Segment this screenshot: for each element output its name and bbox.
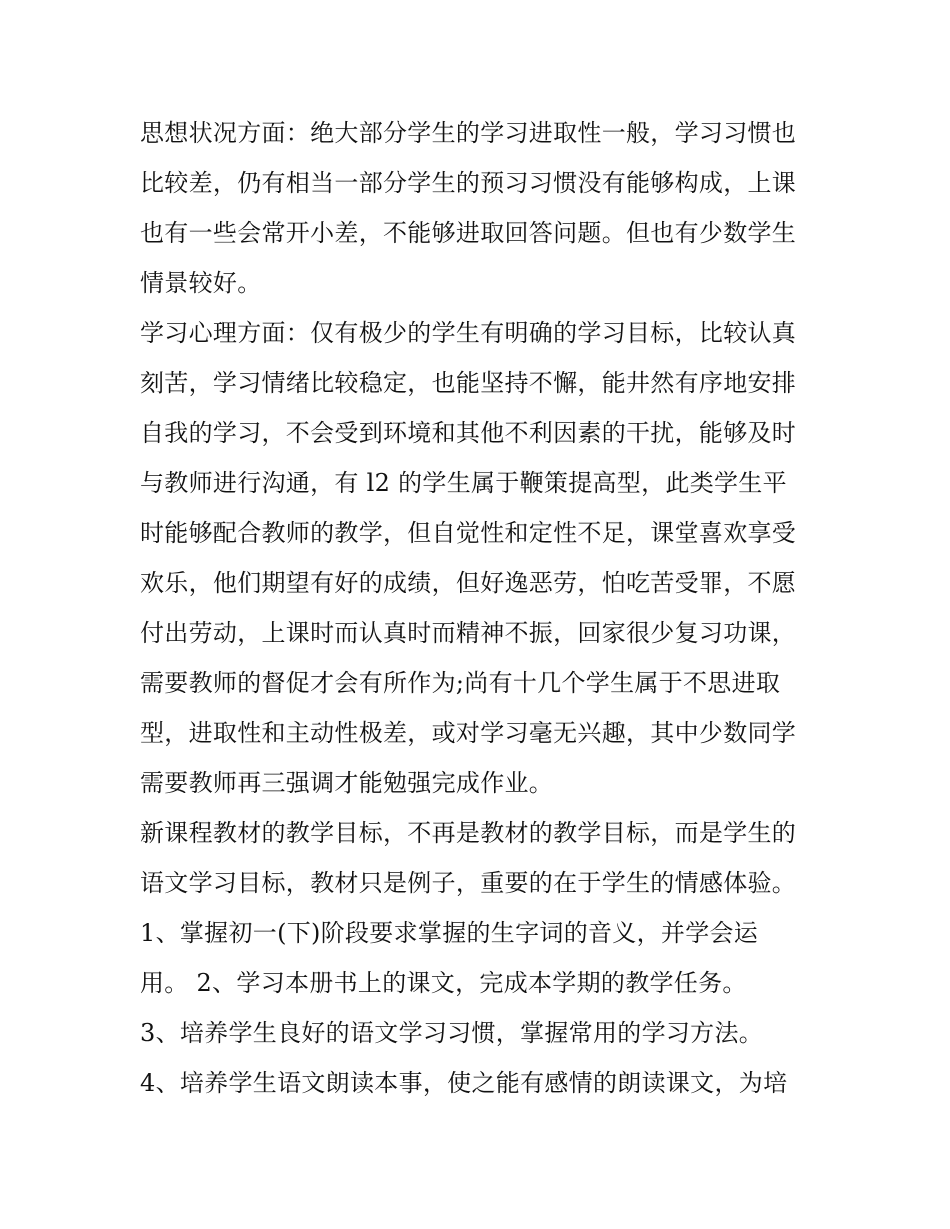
text-line: 与教师进行沟通，有 l2 的学生属于鞭策提高型，此类学生平	[140, 469, 787, 497]
text-line: 欢乐，他们期望有好的成绩，但好逸恶劳，怕吃苦受罪，不愿	[140, 569, 797, 597]
body-text	[140, 108, 830, 1108]
text-line: 学习心理方面：仅有极少的学生有明确的学习目标，比较认真	[140, 319, 797, 347]
text-line: 思想状况方面：绝大部分学生的学习进取性一般，学习习惯也	[140, 119, 797, 147]
text-line: 语文学习目标，教材只是例子，重要的在于学生的情感体验。	[140, 869, 797, 897]
text-line: 刻苦，学习情绪比较稳定，也能坚持不懈，能井然有序地安排	[140, 369, 797, 397]
text-line: 需要教师再三强调才能勉强完成作业。	[140, 769, 554, 797]
text-line: 也有一些会常开小差，不能够进取回答问题。但也有少数学生	[140, 219, 797, 247]
text-line: 需要教师的督促才会有所作为;尚有十几个学生属于不思进取	[140, 669, 781, 697]
text-line: 新课程教材的教学目标，不再是教材的教学目标，而是学生的	[140, 819, 797, 847]
text-line: 型，进取性和主动性极差，或对学习毫无兴趣，其中少数同学	[140, 719, 797, 747]
text-line: 时能够配合教师的教学，但自觉性和定性不足，课堂喜欢享受	[140, 519, 797, 547]
text-line: 情景较好。	[140, 269, 262, 297]
text-line: 1、掌握初一(下)阶段要求掌握的生字词的音义，并学会运	[140, 919, 759, 947]
text-line: 自我的学习，不会受到环境和其他不利因素的干扰，能够及时	[140, 419, 797, 447]
text-line: 用。 2、学习本册书上的课文，完成本学期的教学任务。	[140, 969, 747, 997]
text-line: 比较差，仍有相当一部分学生的预习习惯没有能够构成，上课	[140, 169, 797, 197]
text-line: 4、培养学生语文朗读本事，使之能有感情的朗读课文，为培	[140, 1069, 788, 1097]
text-line: 3、培养学生良好的语文学习习惯，掌握常用的学习方法。	[140, 1019, 764, 1047]
text-line: 付出劳动，上课时而认真时而精神不振，回家很少复习功课，	[140, 619, 797, 647]
